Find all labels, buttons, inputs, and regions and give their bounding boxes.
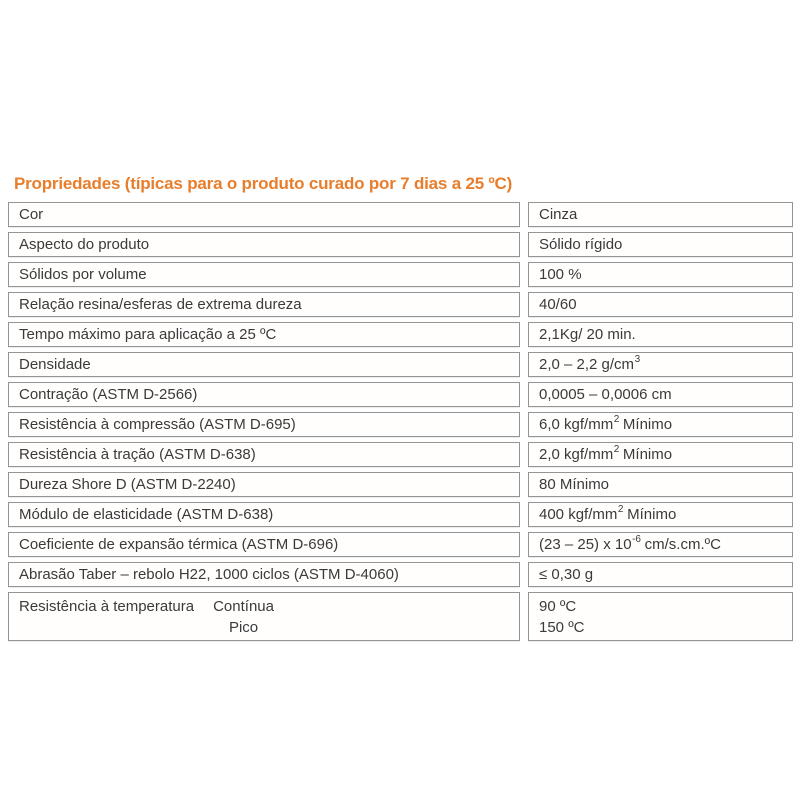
value-text: Sólido rígido	[539, 235, 623, 253]
table-row	[8, 532, 793, 557]
property-label: Tempo máximo para aplicação a 25 ºC	[19, 325, 277, 343]
property-cell	[8, 412, 520, 437]
superscript: -6	[632, 533, 641, 545]
value-text: 0,0005 – 0,0006 cm	[539, 385, 672, 403]
value-text: 40/60	[539, 295, 577, 313]
value-text: 2,0 kgf/$mm^2$ Mínimo	[539, 443, 673, 463]
properties-table	[8, 202, 793, 641]
property-cell	[8, 562, 520, 587]
value-cell	[528, 232, 793, 257]
value-text: 400 kgf/$mm^2$ Mínimo	[539, 503, 677, 523]
value-text: Cinza	[539, 205, 578, 223]
property-label: Aspecto do produto	[19, 235, 150, 253]
value-cell	[528, 382, 793, 407]
property-label: Densidade	[19, 355, 91, 373]
property-cell	[8, 292, 520, 317]
property-label: Módulo de elasticidade (ASTM D-638)	[19, 505, 274, 523]
property-label: Dureza Shore D (ASTM D-2240)	[19, 475, 236, 493]
value-cell	[528, 292, 793, 317]
value-cell	[528, 412, 793, 437]
property-sublabel: Contínua	[213, 598, 274, 615]
value-text: 6,0 kgf/$mm^2$ Mínimo	[539, 413, 673, 433]
property-label: Coeficiente de expansão térmica (ASTM D-696)	[19, 535, 339, 553]
table-row	[8, 352, 793, 377]
value-cell	[528, 472, 793, 497]
property-sublabels	[213, 596, 274, 638]
property-label: Contração (ASTM D-2566)	[19, 385, 198, 403]
property-cell	[8, 382, 520, 407]
property-cell	[8, 592, 520, 641]
value-text: (23 – 25) x $10^{-6}$ cm/s.cm.ºC	[539, 533, 721, 553]
property-cell	[8, 472, 520, 497]
value-cell	[528, 322, 793, 347]
value-text: 150 ºC	[539, 619, 585, 636]
table-row	[8, 382, 793, 407]
property-label: Resistência à temperatura	[19, 598, 195, 615]
value-cell	[528, 352, 793, 377]
superscript: 3	[634, 353, 641, 365]
table-row	[8, 292, 793, 317]
table-row	[8, 412, 793, 437]
property-cell	[8, 202, 520, 227]
value-text: 80 Mínimo	[539, 475, 610, 493]
property-label: Sólidos por volume	[19, 265, 147, 283]
property-cell	[8, 322, 520, 347]
value-cell	[528, 262, 793, 287]
value-cell	[528, 592, 793, 641]
property-label: Resistência à compressão (ASTM D-695)	[19, 415, 296, 433]
table-row	[8, 202, 793, 227]
value-cell	[528, 442, 793, 467]
value-cell	[528, 562, 793, 587]
property-label: Abrasão Taber – rebolo H22, 1000 ciclos (ASTM D-4060)	[19, 565, 399, 583]
table-row	[8, 592, 793, 641]
property-cell	[8, 352, 520, 377]
table-row	[8, 442, 793, 467]
table-row	[8, 502, 793, 527]
table-row	[8, 472, 793, 497]
value-text: 100 %	[539, 265, 582, 283]
value-text: ≤ 0,30 g	[539, 565, 594, 583]
value-text: 2,1Kg/ 20 min.	[539, 325, 636, 343]
property-sublabel: Pico	[228, 619, 259, 636]
property-label: Relação resina/esferas de extrema dureza	[19, 295, 302, 313]
property-cell	[8, 532, 520, 557]
property-cell	[8, 232, 520, 257]
value-cell	[528, 202, 793, 227]
property-cell	[8, 442, 520, 467]
table-row	[8, 322, 793, 347]
superscript: 2	[617, 503, 624, 515]
value-cell	[528, 532, 793, 557]
value-text: 2,0 – 2,2 $g/cm^3$	[539, 353, 641, 373]
table-row	[8, 232, 793, 257]
value-text: 90 ºC	[539, 598, 577, 615]
page-title: Propriedades (típicas para o produto curado por 7 dias a 25 ºC)	[14, 174, 513, 193]
property-label: Resistência à tração (ASTM D-638)	[19, 445, 256, 463]
property-label: Cor	[19, 205, 44, 223]
table-row	[8, 262, 793, 287]
superscript: 2	[613, 413, 620, 425]
value-cell	[528, 502, 793, 527]
table-row	[8, 562, 793, 587]
superscript: 2	[613, 443, 620, 455]
property-cell	[8, 502, 520, 527]
property-cell	[8, 262, 520, 287]
